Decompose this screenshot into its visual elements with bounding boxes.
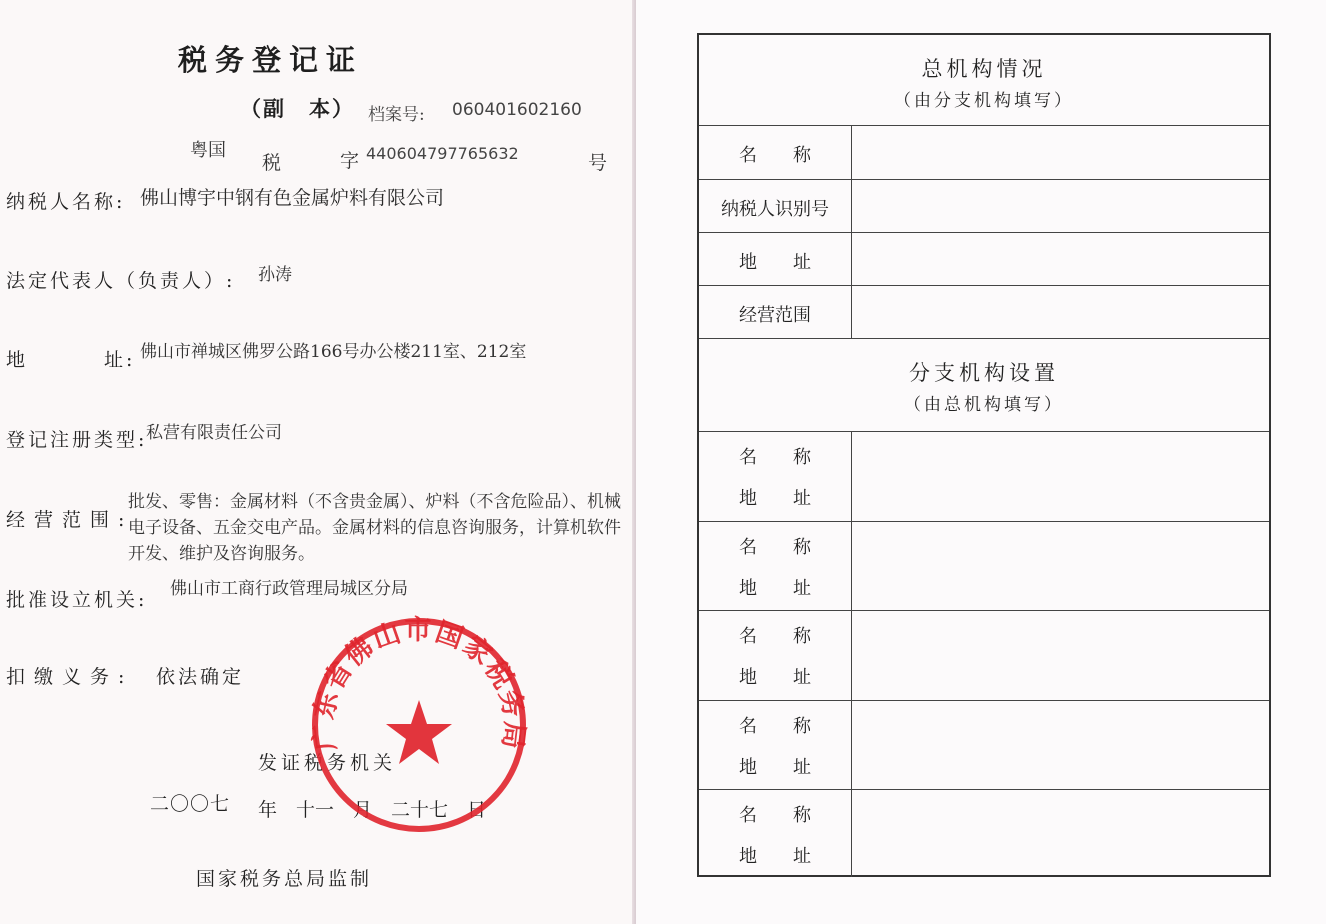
supervised-by-footer: 国家税务总局监制 <box>196 868 373 890</box>
branch-section-title: 分支机构设置 <box>909 361 1059 385</box>
branch-5-address-label: 地 址 <box>739 846 811 867</box>
hq-name-label: 名 称 <box>739 145 811 166</box>
branch-info-table <box>697 33 1271 877</box>
tax-char-hao: 号 <box>588 152 608 174</box>
branch-1-name-label: 名 称 <box>739 447 811 468</box>
certificate-left-page <box>0 0 636 924</box>
approval-authority-label: 批准设立机关: <box>6 589 148 611</box>
seal-star-icon <box>386 700 452 764</box>
legal-rep-label: 法定代表人（负责人）: <box>6 270 236 292</box>
registration-type-label: 登记注册类型: <box>6 429 148 451</box>
hq-section-note: （由分支机构填写） <box>894 91 1074 111</box>
approval-authority-value: 佛山市工商行政管理局城区分局 <box>170 579 408 599</box>
branch-5-name-label: 名 称 <box>739 805 811 826</box>
branch-4-address-label: 地 址 <box>739 757 811 778</box>
archive-label: 档案号: <box>368 105 425 125</box>
hq-scope-label: 经营范围 <box>739 305 811 326</box>
archive-number: 060401602160 <box>452 100 582 120</box>
certificate-title: 税务登记证 <box>178 43 364 77</box>
branch-2-name-label: 名 称 <box>739 537 811 558</box>
tax-prefix: 粤国 <box>190 140 226 161</box>
issuing-authority-label: 发证税务机关 <box>258 752 397 774</box>
hq-taxpayer-id-label: 纳税人识别号 <box>721 199 829 220</box>
tax-registration-number: 440604797765632 <box>366 144 519 163</box>
issue-date-month-day: 年 十一 月 二十七 日 <box>258 799 487 821</box>
hq-section-title: 总机构情况 <box>921 57 1047 81</box>
taxpayer-name-value: 佛山博宇中钢有色金属炉料有限公司 <box>140 187 445 209</box>
address-label-zhi: 址: <box>104 349 136 371</box>
branch-section-note: （由总机构填写） <box>904 395 1064 415</box>
issue-date-year: 二〇〇七 <box>150 793 231 815</box>
official-seal-stamp <box>308 614 530 836</box>
registration-type-value: 私营有限责任公司 <box>146 423 282 443</box>
tax-char-zi: 字 <box>340 150 360 172</box>
address-value: 佛山市禅城区佛罗公路166号办公楼211室、212室 <box>140 342 527 362</box>
branch-3-address-label: 地 址 <box>739 667 811 688</box>
business-scope-value: 批发、零售：金属材料（不含贵金属）、炉料（不含危险品）、机械电子设备、五金交电产品。金属材料的信息咨询服务，计算机软件开发、维护及咨询服务。 <box>128 492 621 564</box>
branch-4-name-label: 名 称 <box>739 716 811 737</box>
hq-address-label: 地 址 <box>739 252 811 273</box>
branch-1-address-label: 地 址 <box>739 488 811 509</box>
taxpayer-name-label: 纳税人名称: <box>6 191 126 213</box>
copy-subtitle: （副 本） <box>240 96 355 121</box>
address-label-di: 地 <box>6 349 29 371</box>
withholding-label: 扣缴义务: <box>6 666 134 688</box>
branch-2-address-label: 地 址 <box>739 578 811 599</box>
seal-text: 广东省佛山市国家税务局 <box>308 615 530 753</box>
tax-char-shui: 税 <box>262 152 282 174</box>
legal-rep-value: 孙涛 <box>258 265 292 285</box>
withholding-value: 依法确定 <box>156 666 245 688</box>
business-scope-label: 经营范围: <box>6 509 134 531</box>
branch-3-name-label: 名 称 <box>739 626 811 647</box>
